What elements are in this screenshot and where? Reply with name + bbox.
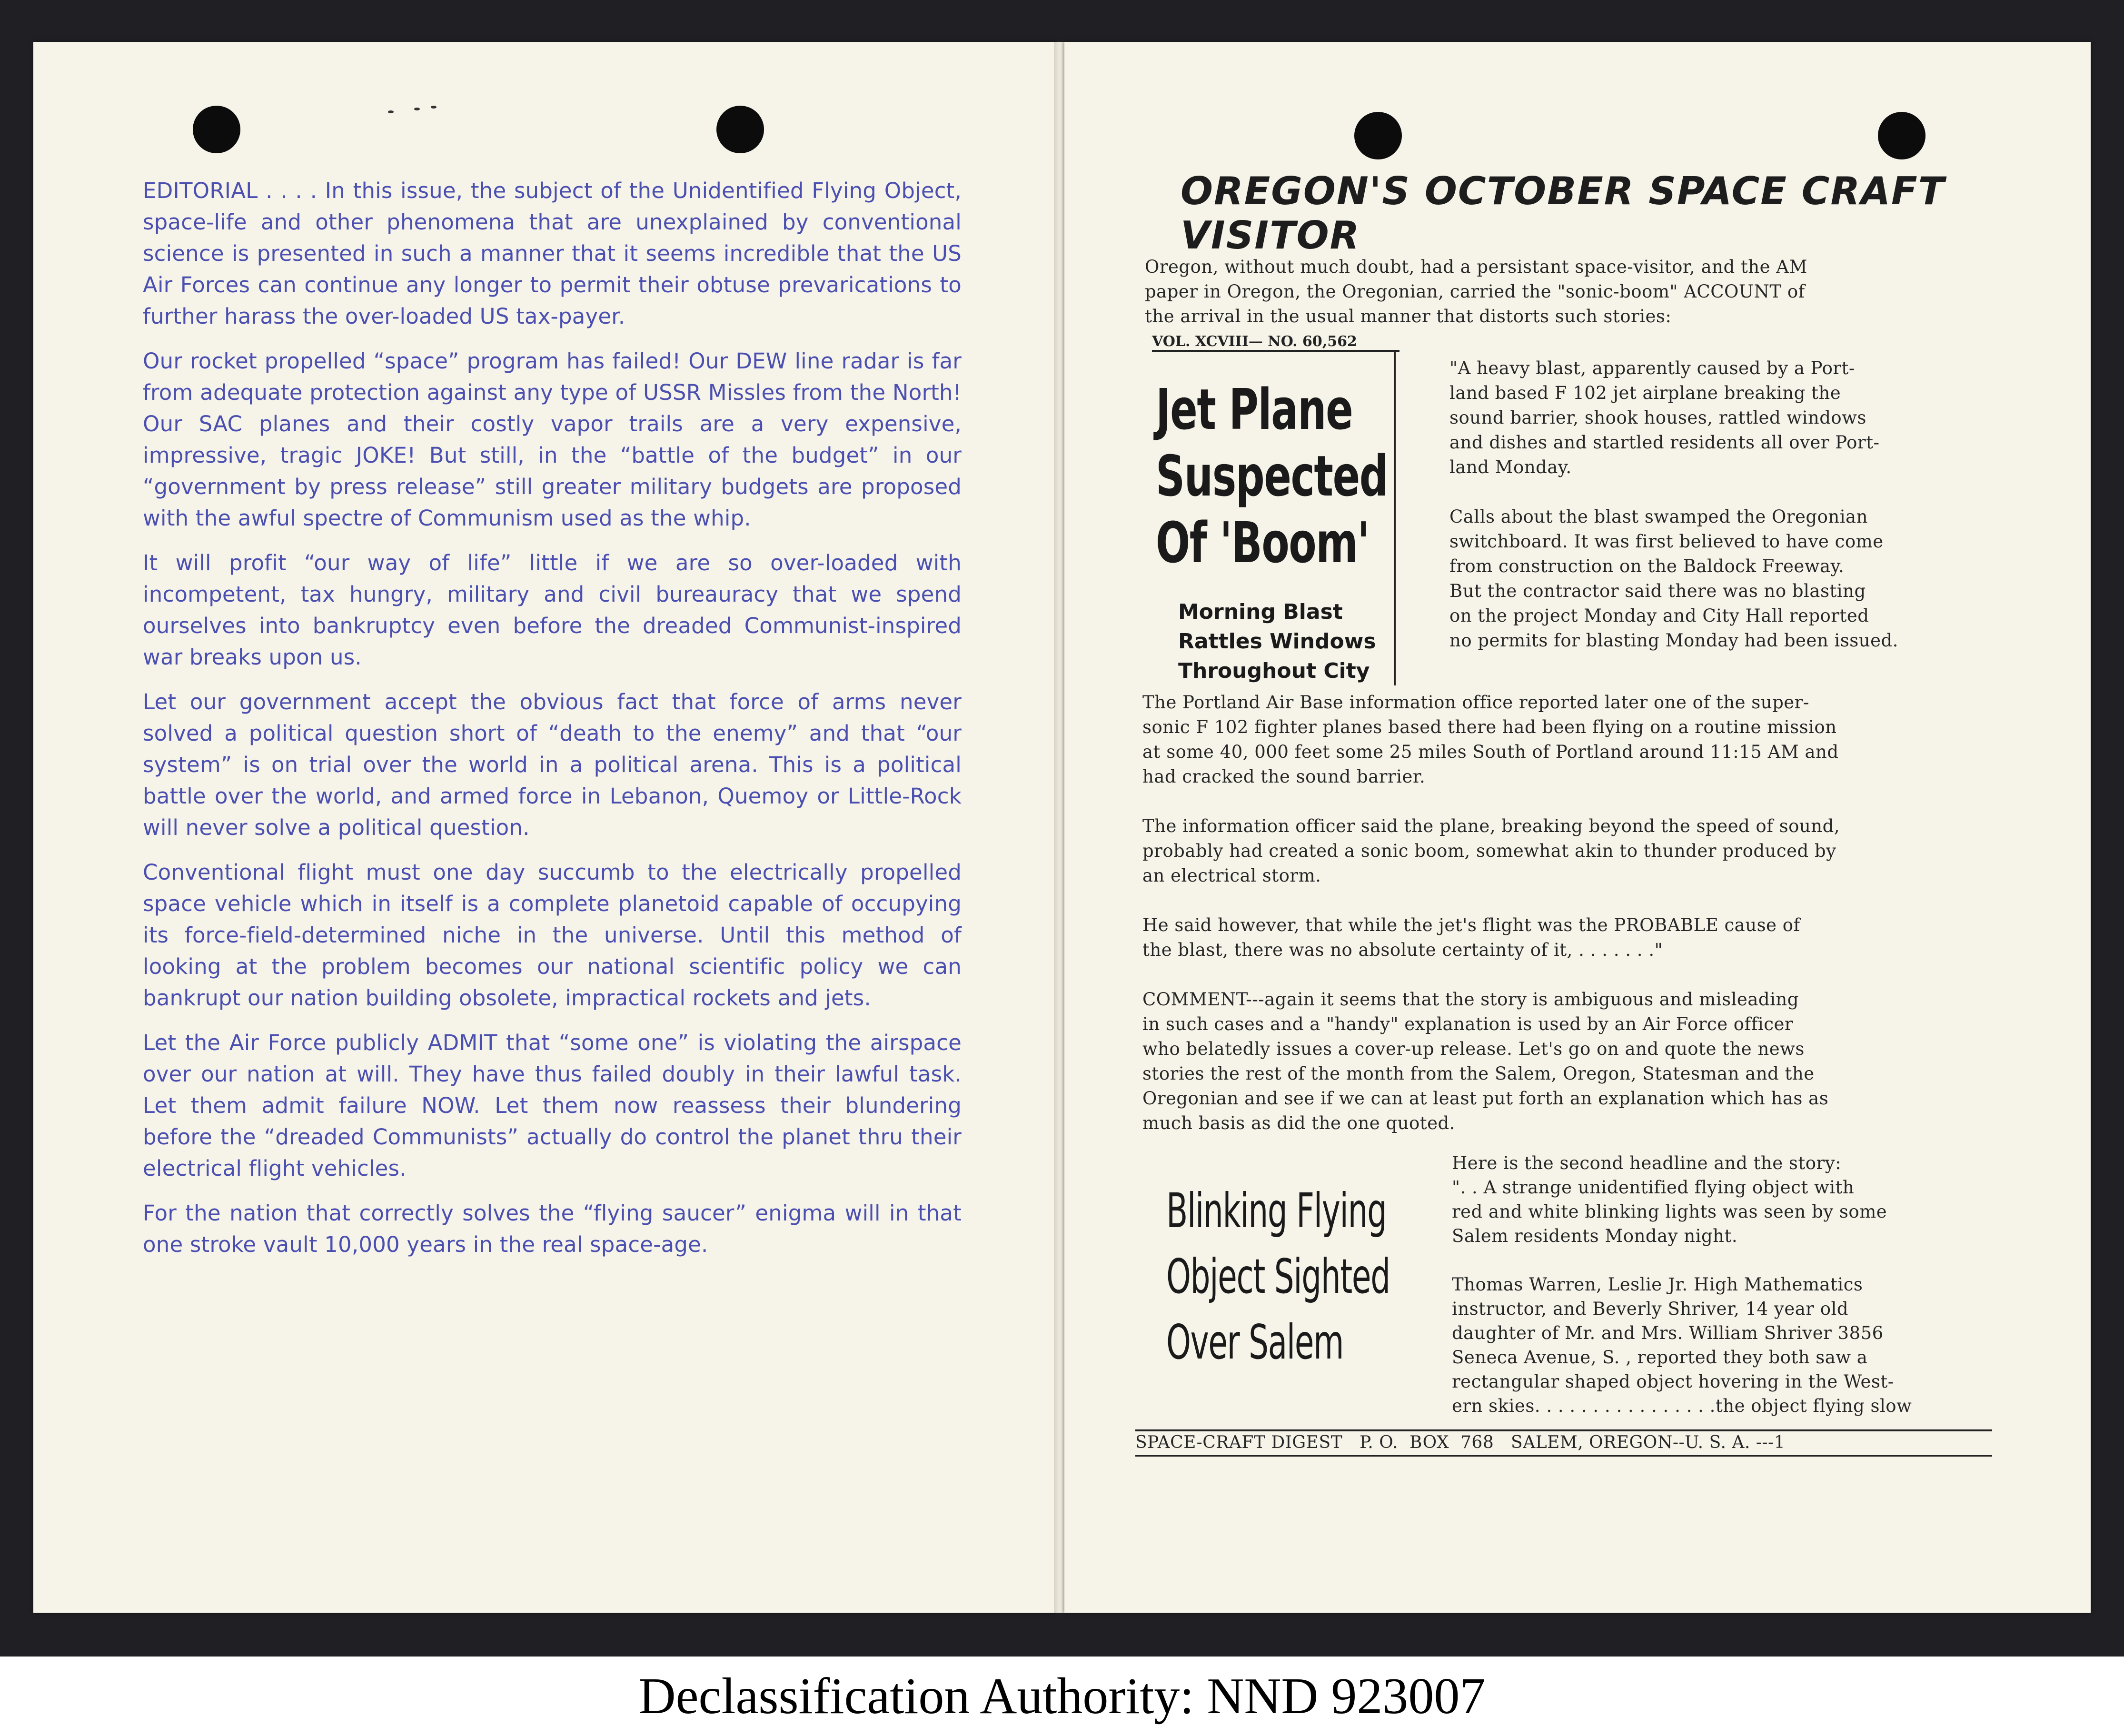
clipping-headline bbox=[1156, 376, 1388, 576]
text-line: Oregon, without much doubt, had a persistant space-visitor, and the AM bbox=[1145, 257, 1807, 277]
footer-rule-bottom bbox=[1135, 1455, 1992, 1457]
headline-line: Over Salem bbox=[1166, 1314, 1344, 1370]
dust-speck bbox=[414, 108, 420, 110]
headline-line: Jet Plane bbox=[1156, 377, 1353, 442]
text-line: the arrival in the usual manner that distorts such stories: bbox=[1145, 306, 1672, 327]
text-line: daughter of Mr. and Mrs. William Shriver 3856 bbox=[1452, 1323, 1884, 1343]
text-line: ". . A strange unidentified flying object with bbox=[1452, 1177, 1855, 1198]
clipping-subhead bbox=[1178, 597, 1376, 686]
headline-line: Object Sighted bbox=[1166, 1249, 1390, 1304]
text-line: land based F 102 jet airplane breaking the bbox=[1449, 383, 1841, 403]
editorial-paragraph: Conventional flight must one day succumb to the electrically propelled space vehicle which in itself is a complete planetoid capable of occupying its force-field-determined niche in the universe. Until this method of looking at the problem becomes our national scientific policy we can bankrupt our nation building obsolete, impractical rockets and jets. bbox=[143, 860, 962, 1011]
text-line: at some 40, 000 feet some 25 miles South of Portland around 11:15 AM and bbox=[1142, 742, 1839, 762]
text-line: Thomas Warren, Leslie Jr. High Mathematics bbox=[1452, 1274, 1863, 1295]
text-line: instructor, and Beverly Shriver, 14 year old bbox=[1452, 1299, 1849, 1319]
editorial-paragraph: It will profit “our way of life” little if we are so over-loaded with incompetent, tax hungry, military and civil bureauracy that we spend ourselves into bankruptcy even before the dreaded Communist-inspired war breaks upon us. bbox=[143, 550, 962, 670]
blank-line bbox=[1142, 888, 2023, 913]
text-line: ern skies. . . . . . . . . . . . . . . .the object flying slow bbox=[1452, 1396, 1912, 1416]
text-line: land Monday. bbox=[1449, 457, 1572, 477]
text-line: He said however, that while the jet's flight was the PROBABLE cause of bbox=[1142, 915, 1800, 935]
text-line: paper in Oregon, the Oregonian, carried the "sonic-boom" ACCOUNT of bbox=[1145, 281, 1805, 302]
text-line: had cracked the sound barrier. bbox=[1142, 766, 1426, 787]
intro-text bbox=[1145, 255, 2002, 329]
text-line: in such cases and a "handy" explanation is used by an Air Force officer bbox=[1142, 1014, 1794, 1034]
blank-line bbox=[1142, 962, 2023, 987]
story2-right-text bbox=[1452, 1151, 2023, 1418]
text-line: no permits for blasting Monday had been issued. bbox=[1449, 630, 1898, 651]
page-footer: SPACE-CRAFT DIGEST P. O. BOX 768 SALEM, OREGON--U. S. A. ---1 bbox=[1135, 1433, 1786, 1452]
dust-speck bbox=[388, 110, 394, 113]
clipping2-headline bbox=[1166, 1178, 1390, 1375]
clipping-volume-line: VOL. XCVIII— NO. 60,562 bbox=[1152, 333, 1399, 352]
text-line: much basis as did the one quoted. bbox=[1142, 1113, 1455, 1133]
punch-hole-icon bbox=[1878, 112, 1925, 159]
editorial-paragraph: Let our government accept the obvious fact that force of arms never solved a political question short of “death to the enemy” and that “our system” is on trial over the world in a political arena. This is a political battle over the world, and armed force in Lebanon, Quemoy or Little-Rock will never solve a political question. bbox=[143, 689, 962, 840]
text-line: Salem residents Monday night. bbox=[1452, 1226, 1738, 1246]
text-line: probably had created a sonic boom, somewhat akin to thunder produced by bbox=[1142, 841, 1836, 861]
dust-speck bbox=[431, 106, 437, 109]
blank-line bbox=[1449, 480, 2021, 505]
blank-line bbox=[1142, 789, 2023, 814]
punch-hole-icon bbox=[193, 106, 240, 153]
text-line: red and white blinking lights was seen by some bbox=[1452, 1201, 1887, 1222]
text-line: Seneca Avenue, S. , reported they both saw a bbox=[1452, 1347, 1868, 1368]
editorial-text bbox=[143, 175, 962, 1274]
story1-right-text bbox=[1449, 356, 2021, 653]
editorial-paragraph: EDITORIAL . . . . In this issue, the subject of the Unidentified Flying Object, space-life and other phenomena that are unexplained by conventional science is presented in such a manner that it seems incredible that the US Air Forces can continue any longer to permit their obtuse prevarications to further harass the over-loaded US tax-payer. bbox=[143, 178, 962, 329]
editorial-paragraph: For the nation that correctly solves the “flying saucer” enigma will in that one stroke vault 10,000 years in the real space-age. bbox=[143, 1200, 962, 1257]
story1-body-text bbox=[1142, 690, 2023, 1136]
text-line: rectangular shaped object hovering in the West- bbox=[1452, 1371, 1894, 1392]
subhead-line: Throughout City bbox=[1178, 659, 1370, 683]
headline-line: Blinking Flying bbox=[1166, 1183, 1387, 1239]
page-title: OREGON'S OCTOBER SPACE CRAFT VISITOR bbox=[1181, 169, 1945, 258]
text-line: and dishes and startled residents all over Port- bbox=[1449, 432, 1880, 453]
text-line: But the contractor said there was no blasting bbox=[1449, 581, 1866, 601]
editorial-paragraph: Our rocket propelled “space” program has failed! Our DEW line radar is far from adequate protection against any type of USSR Missles from the North! Our SAC planes and their costly vapor trails are a very expensive, impressive, tragic JOKE! But still, in the “battle of the budget” in our “government by press release” still greater military budgets are proposed with the awful spectre of Communism used as the whip. bbox=[143, 348, 962, 531]
text-line: the blast, there was no absolute certainty of it, . . . . . . ." bbox=[1142, 940, 1663, 960]
text-line: stories the rest of the month from the Salem, Oregon, Statesman and the bbox=[1142, 1063, 1815, 1084]
text-line: The information officer said the plane, breaking beyond the speed of sound, bbox=[1142, 816, 1840, 836]
subhead-line: Morning Blast bbox=[1178, 600, 1343, 624]
text-line: an electrical storm. bbox=[1142, 865, 1321, 886]
text-line: sonic F 102 fighter planes based there had been flying on a routine mission bbox=[1142, 717, 1837, 737]
text-line: Oregonian and see if we can at least put forth an explanation which has as bbox=[1142, 1088, 1829, 1109]
headline-line: Suspected bbox=[1156, 443, 1388, 509]
text-line: switchboard. It was first believed to have come bbox=[1449, 531, 1884, 552]
editorial-paragraph: Let the Air Force publicly ADMIT that “some one” is violating the airspace over our nation at will. They have thus failed doubly in their lawful task. Let them admit failure NOW. Let them now reassess their blundering before the “dreaded Communists” actually do control the planet thru their electrical flight vehicles. bbox=[143, 1030, 962, 1181]
headline-line: Of 'Boom' bbox=[1156, 510, 1369, 575]
punch-hole-icon bbox=[716, 106, 764, 153]
blank-line bbox=[1452, 1248, 2023, 1272]
text-line: who belatedly issues a cover-up release. Let's go on and quote the news bbox=[1142, 1039, 1805, 1059]
text-line: "A heavy blast, apparently caused by a Port- bbox=[1449, 358, 1855, 378]
declassification-caption: Declassification Authority: NND 923007 bbox=[638, 1668, 1486, 1725]
text-line: from construction on the Baldock Freeway. bbox=[1449, 556, 1845, 576]
text-line: The Portland Air Base information office reported later one of the super- bbox=[1142, 692, 1809, 713]
text-line: Here is the second headline and the story: bbox=[1452, 1153, 1842, 1173]
column-rule bbox=[1394, 352, 1396, 685]
punch-hole-icon bbox=[1354, 112, 1402, 159]
text-line: sound barrier, shook houses, rattled windows bbox=[1449, 407, 1866, 428]
text-line: COMMENT---again it seems that the story is ambiguous and misleading bbox=[1142, 989, 1799, 1010]
subhead-line: Rattles Windows bbox=[1178, 629, 1376, 654]
text-line: on the project Monday and City Hall reported bbox=[1449, 605, 1869, 626]
text-line: Calls about the blast swamped the Oregonian bbox=[1449, 506, 1868, 527]
